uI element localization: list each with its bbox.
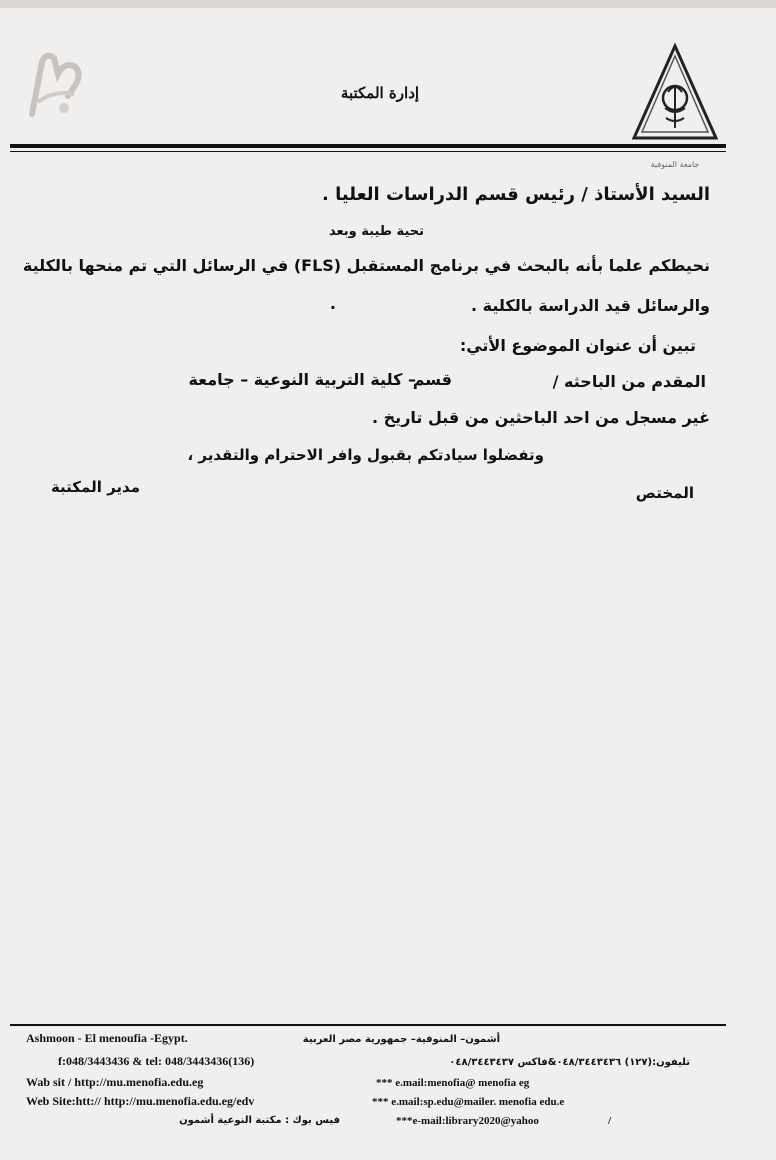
paragraph-dot: . — [329, 294, 336, 313]
paragraph-line-2: والرسائل قيد الدراسة بالكلية . — [471, 296, 710, 315]
footer-rule — [10, 1024, 726, 1026]
header-title: إدارة المكتبة — [340, 84, 420, 102]
header-rule-thin — [10, 151, 726, 152]
footer-website-2: Web Site:htt:// http://mu.menofia.edu.eg/edv — [26, 1094, 255, 1108]
topic-intro: تبين أن عنوان الموضوع الأتي: — [459, 336, 696, 355]
paragraph-line-1: نحيطكم علما بأنه بالبحث في برنامج المستقبل (FLS) في الرسائل التي تم منحها بالكلية — [22, 256, 710, 275]
university-seal-icon — [630, 42, 720, 146]
footer-address-ar: أشمون– المنوفية– جمهورية مصر العربية — [302, 1034, 500, 1045]
faculty-label: – كلية التربية النوعية – جامعة — [188, 370, 416, 389]
footer-slash: / — [608, 1115, 612, 1127]
footer-phone-ar: تليفون:(١٢٧) ٠٤٨/٣٤٤٣٤٣٦&فاكس ٠٤٨/٣٤٤٣٤٣٧ — [449, 1057, 690, 1068]
library-watermark-logo — [24, 44, 88, 124]
footer-email-3: ***e-mail:library2020@yahoo — [396, 1115, 539, 1127]
footer-phone-en: f:048/3443436 & tel: 048/3443436(136) — [58, 1054, 255, 1068]
salutation: السيد الأستاذ / رئيس قسم الدراسات العليا . — [322, 184, 710, 205]
library-director-signature: مدير المكتبة — [50, 478, 140, 496]
university-seal-caption: جامعة المنوفية — [650, 160, 700, 169]
footer-website-1: Wab sit / http://mu.menofia.edu.eg — [26, 1075, 204, 1089]
closing: وتفضلوا سيادتكم بقبول وافر الاحترام والتقدير ، — [187, 446, 544, 464]
header-rule-thick — [10, 144, 726, 148]
presented-by: المقدم من الباحثه / — [552, 372, 706, 391]
footer-facebook: فيس بوك : مكتبة النوعية أشمون — [179, 1115, 340, 1126]
footer-email-1: *** e.mail:menofia@ menofia eg — [376, 1077, 530, 1089]
university-seal — [630, 42, 720, 169]
footer-email-2: *** e.mail:sp.edu@mailer. menofia edu.e — [372, 1096, 565, 1108]
footer-address-en: Ashmoon - El menoufia -Egypt. — [26, 1031, 188, 1045]
department-label: قسم — [412, 370, 452, 389]
specialist-signature: المختص — [635, 484, 694, 502]
not-registered: غير مسجل من احد الباحثين من قبل تاريخ . — [372, 408, 710, 427]
scan-edge — [0, 0, 776, 8]
greeting: تحية طيبة وبعد — [328, 224, 424, 239]
